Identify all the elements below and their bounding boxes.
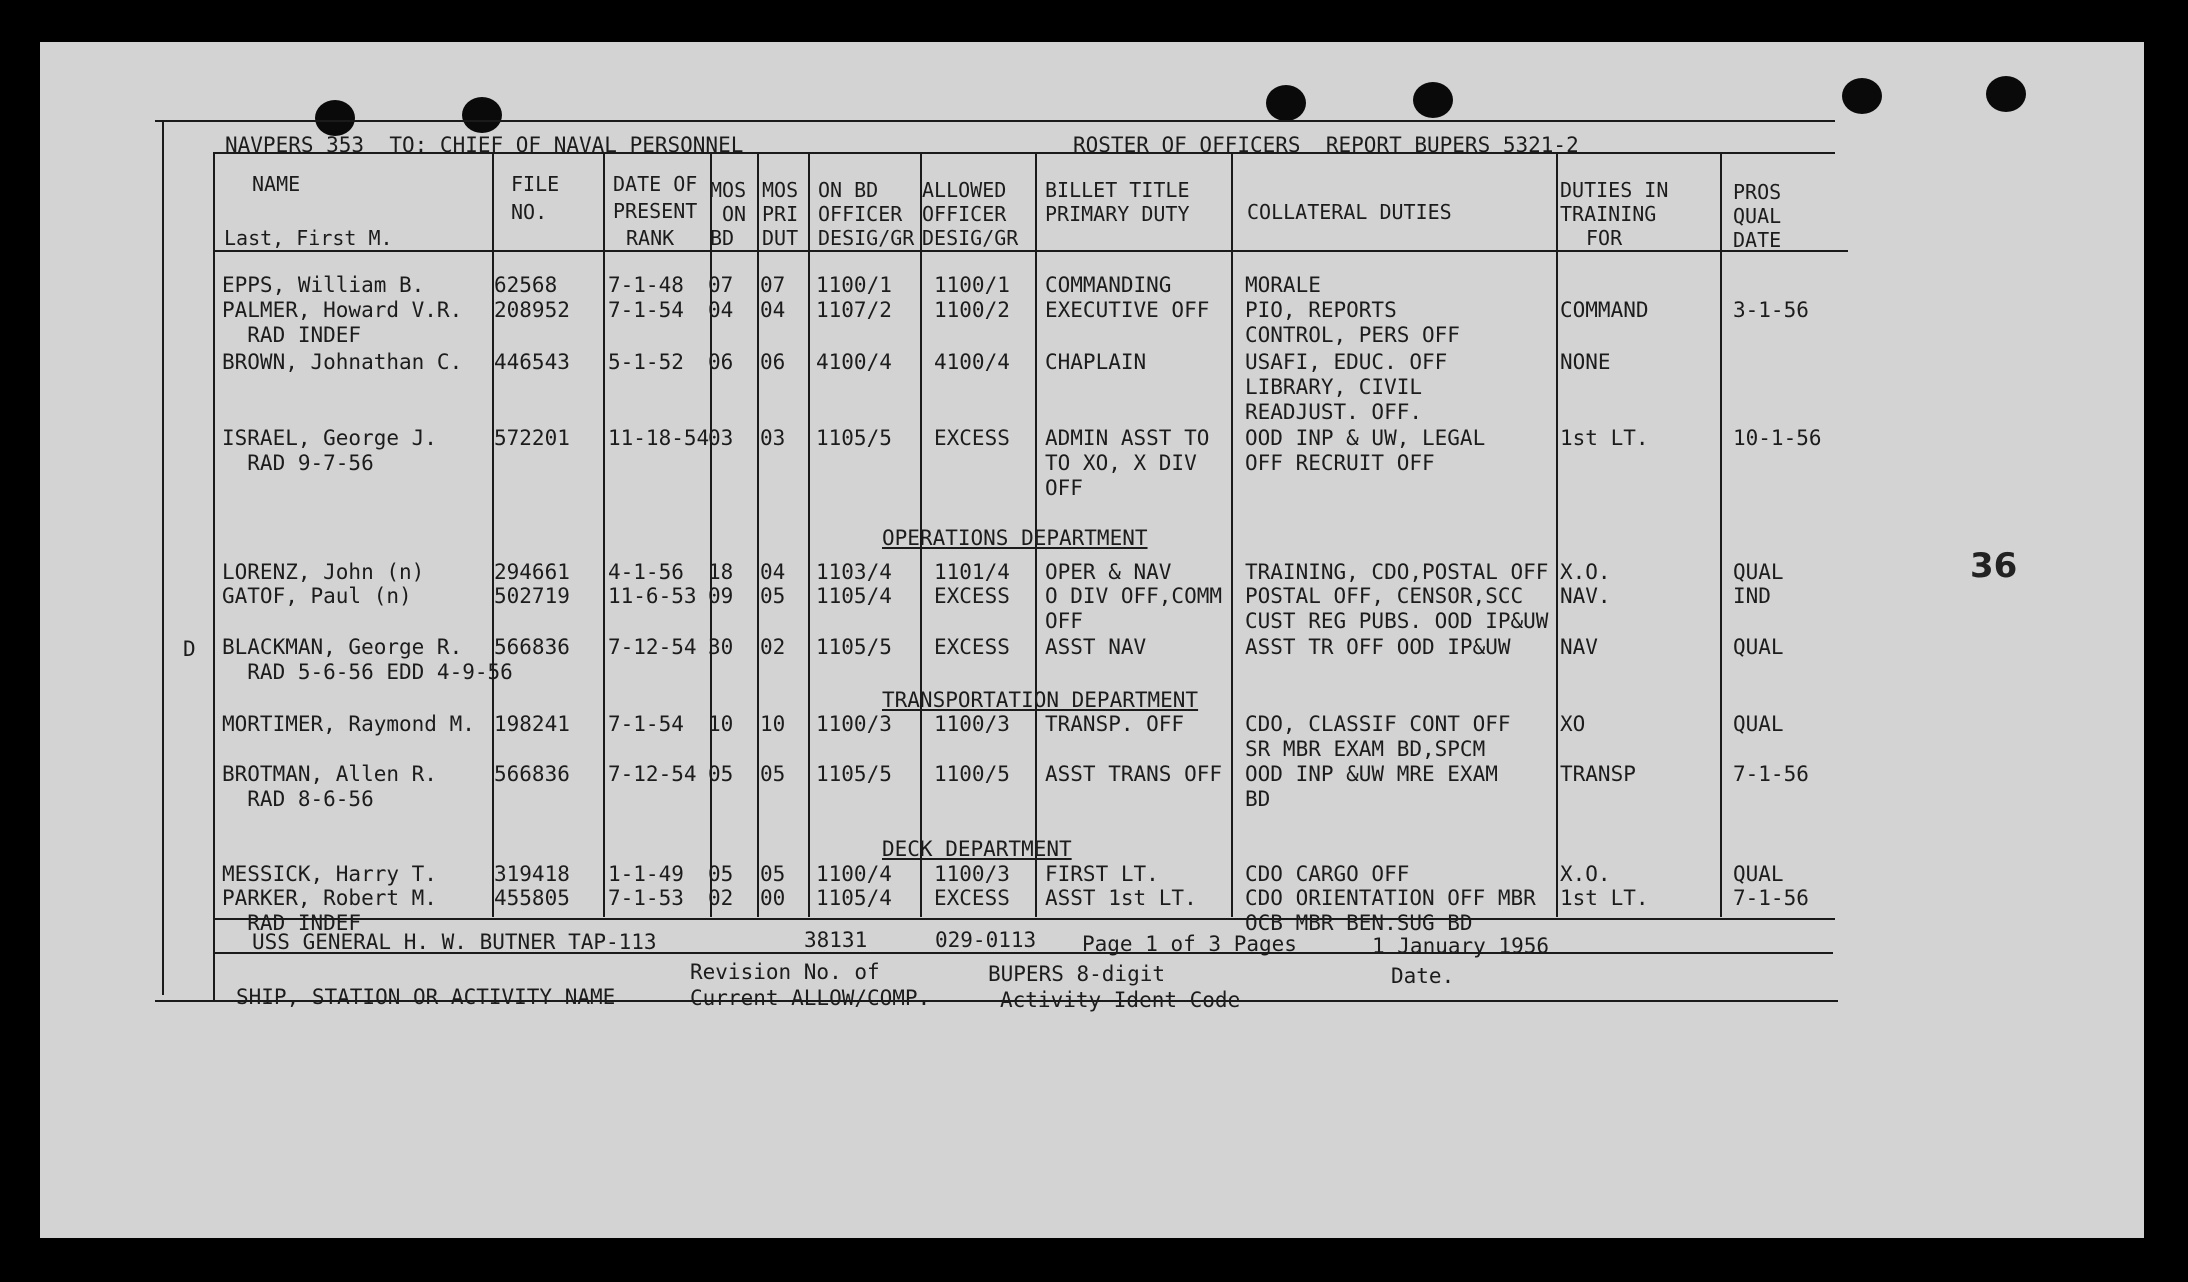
- cell-allowed: EXCESS: [934, 584, 1010, 608]
- frame-line: [213, 152, 215, 1002]
- activity-ident-code: 029-0113: [935, 928, 1037, 952]
- cell-pros: 7-1-56: [1733, 762, 1809, 786]
- column-rule: [603, 152, 605, 917]
- cell-name: GATOF, Paul (n): [222, 584, 412, 608]
- cell-name: PARKER, Robert M.: [222, 886, 437, 910]
- cell-file: 502719: [494, 584, 570, 608]
- cell-name: MESSICK, Harry T.: [222, 862, 437, 886]
- cell-allowed: 1101/4: [934, 560, 1010, 584]
- cell-date: 11-6-53: [608, 584, 697, 608]
- page-number: 36: [1970, 546, 2018, 586]
- frame-line: [213, 918, 1835, 920]
- cell-billet: ADMIN ASST TO: [1045, 426, 1210, 450]
- cell-billet: FIRST LT.: [1045, 862, 1159, 886]
- form-title: NAVPERS 353 TO: CHIEF OF NAVAL PERSONNEL: [225, 133, 744, 157]
- column-rule: [1556, 152, 1558, 917]
- cell-allowed: EXCESS: [934, 635, 1010, 659]
- cell-billet: TRANSP. OFF: [1045, 712, 1185, 736]
- cell-allowed: 1100/1: [934, 273, 1010, 297]
- form-report-title: ROSTER OF OFFICERS REPORT BUPERS 5321-2: [1073, 133, 1579, 157]
- column-rule: [710, 152, 712, 917]
- cell-mos-pri: 06: [760, 350, 786, 374]
- cell-name: BLACKMAN, George R.: [222, 635, 463, 659]
- column-rule: [1231, 152, 1233, 917]
- cell-collateral: POSTAL OFF, CENSOR,SCC: [1245, 584, 1524, 608]
- cell-billet: EXECUTIVE OFF: [1045, 298, 1210, 322]
- cell-collateral: OFF RECRUIT OFF: [1245, 451, 1435, 475]
- department-heading: OPERATIONS DEPARTMENT: [882, 526, 1148, 550]
- cell-on-bd: 1107/2: [816, 298, 892, 322]
- cell-collateral: CUST REG PUBS. OOD IP&UW: [1245, 609, 1549, 633]
- header-mospri-3: DUT: [762, 226, 799, 250]
- header-allowed-2: OFFICER: [922, 202, 1007, 226]
- cell-allowed: 1100/2: [934, 298, 1010, 322]
- cell-mos-bd: 02: [708, 886, 734, 910]
- cell-training: 1st LT.: [1560, 426, 1649, 450]
- header-training-1: DUTIES IN: [1560, 178, 1669, 202]
- header-pros-1: PROS: [1733, 180, 1782, 204]
- cell-mos-pri: 00: [760, 886, 786, 910]
- cell-name: EPPS, William B.: [222, 273, 425, 297]
- cell-on-bd: 1105/4: [816, 584, 892, 608]
- header-mospri-1: MOS: [762, 178, 799, 202]
- cell-billet: O DIV OFF,COMM: [1045, 584, 1223, 608]
- cell-file: 208952: [494, 298, 570, 322]
- cell-file: 319418: [494, 862, 570, 886]
- cell-collateral: OOD INP & UW, LEGAL: [1245, 426, 1486, 450]
- header-file-1: FILE: [511, 172, 560, 196]
- cell-mos-pri: 07: [760, 273, 786, 297]
- cell-date: 5-1-52: [608, 350, 684, 374]
- cell-collateral: CDO CARGO OFF: [1245, 862, 1410, 886]
- cell-date: 7-12-54: [608, 762, 697, 786]
- cell-mos-bd: 06: [708, 350, 734, 374]
- cell-billet: OFF: [1045, 476, 1083, 500]
- cell-file: 446543: [494, 350, 570, 374]
- cell-collateral: MORALE: [1245, 273, 1321, 297]
- cell-name: RAD 5-6-56 EDD 4-9-56: [222, 660, 513, 684]
- ship-name: USS GENERAL H. W. BUTNER TAP-113: [252, 930, 657, 954]
- header-date-3: RANK: [626, 226, 675, 250]
- cell-pros: IND: [1733, 584, 1771, 608]
- cell-billet: OPER & NAV: [1045, 560, 1172, 584]
- header-allowed-3: DESIG/GR: [922, 226, 1019, 250]
- label-ship: SHIP, STATION OR ACTIVITY NAME: [236, 985, 616, 1009]
- cell-file: 572201: [494, 426, 570, 450]
- punch-hole: [1266, 85, 1306, 121]
- cell-name: MORTIMER, Raymond M.: [222, 712, 475, 736]
- punch-hole: [1413, 82, 1453, 118]
- cell-mos-bd: 30: [708, 635, 734, 659]
- column-rule: [808, 152, 810, 917]
- column-rule: [757, 152, 759, 917]
- header-date-1: DATE OF: [613, 172, 698, 196]
- cell-name: RAD INDEF: [222, 911, 362, 935]
- cell-mos-bd: 07: [708, 273, 734, 297]
- cell-file: 62568: [494, 273, 558, 297]
- cell-mos-pri: 05: [760, 762, 786, 786]
- cell-billet: OFF: [1045, 609, 1083, 633]
- cell-name: RAD INDEF: [222, 323, 362, 347]
- header-training-3: FOR: [1586, 226, 1623, 250]
- cell-name: BROWN, Johnathan C.: [222, 350, 463, 374]
- cell-file: 566836: [494, 635, 570, 659]
- cell-collateral: CONTROL, PERS OFF: [1245, 323, 1460, 347]
- cell-collateral: BD: [1245, 787, 1271, 811]
- cell-allowed: 1100/5: [934, 762, 1010, 786]
- label-revision-1: Revision No. of: [690, 960, 880, 984]
- cell-collateral: SR MBR EXAM BD,SPCM: [1245, 737, 1486, 761]
- header-pros-2: QUAL: [1733, 204, 1782, 228]
- punch-hole: [315, 100, 355, 136]
- revision-number: 38131: [804, 928, 868, 952]
- cell-file: 198241: [494, 712, 570, 736]
- header-onbd-1: ON BD: [818, 178, 879, 202]
- cell-training: NAV.: [1560, 584, 1611, 608]
- header-collateral: COLLATERAL DUTIES: [1247, 200, 1452, 224]
- cell-file: 566836: [494, 762, 570, 786]
- cell-mos-pri: 03: [760, 426, 786, 450]
- cell-collateral: TRAINING, CDO,POSTAL OFF: [1245, 560, 1549, 584]
- cell-billet: TO XO, X DIV: [1045, 451, 1197, 475]
- cell-date: 7-1-54: [608, 712, 684, 736]
- cell-mos-bd: 18: [708, 560, 734, 584]
- cell-billet: COMMANDING: [1045, 273, 1172, 297]
- cell-date: 7-1-54: [608, 298, 684, 322]
- department-heading: TRANSPORTATION DEPARTMENT: [882, 688, 1199, 712]
- label-revision-2: Current ALLOW/COMP.: [690, 986, 931, 1010]
- cell-on-bd: 1100/3: [816, 712, 892, 736]
- cell-training: COMMAND: [1560, 298, 1649, 322]
- cell-billet: ASST TRANS OFF: [1045, 762, 1223, 786]
- header-mospri-2: PRI: [762, 202, 799, 226]
- cell-collateral: LIBRARY, CIVIL: [1245, 375, 1423, 399]
- header-billet-1: BILLET TITLE: [1045, 178, 1190, 202]
- cell-date: 7-1-53: [608, 886, 684, 910]
- cell-pros: QUAL: [1733, 712, 1784, 736]
- cell-on-bd: 1103/4: [816, 560, 892, 584]
- cell-date: 7-1-48: [608, 273, 684, 297]
- header-billet-2: PRIMARY DUTY: [1045, 202, 1190, 226]
- cell-mos-pri: 10: [760, 712, 786, 736]
- cell-collateral: CDO ORIENTATION OFF MBR: [1245, 886, 1536, 910]
- cell-on-bd: 1100/1: [816, 273, 892, 297]
- cell-pros: QUAL: [1733, 635, 1784, 659]
- cell-on-bd: 1105/4: [816, 886, 892, 910]
- cell-training: X.O.: [1560, 560, 1611, 584]
- department-heading: DECK DEPARTMENT: [882, 837, 1072, 861]
- cell-allowed: 4100/4: [934, 350, 1010, 374]
- header-name-1: NAME: [252, 172, 301, 196]
- frame-line: [155, 120, 1835, 122]
- cell-file: 294661: [494, 560, 570, 584]
- cell-on-bd: 1100/4: [816, 862, 892, 886]
- header-date-2: PRESENT: [613, 199, 698, 223]
- punch-hole: [1842, 78, 1882, 114]
- punch-hole: [462, 97, 502, 133]
- cell-training: 1st LT.: [1560, 886, 1649, 910]
- cell-mos-bd: 05: [708, 762, 734, 786]
- header-onbd-3: DESIG/GR: [818, 226, 915, 250]
- cell-pros: 10-1-56: [1733, 426, 1822, 450]
- cell-pros: QUAL: [1733, 862, 1784, 886]
- cell-on-bd: 1105/5: [816, 762, 892, 786]
- header-pros-3: DATE: [1733, 228, 1782, 252]
- cell-training: NAV: [1560, 635, 1598, 659]
- cell-collateral: PIO, REPORTS: [1245, 298, 1397, 322]
- page-count: Page 1 of 3 Pages: [1082, 932, 1297, 956]
- header-mosbd-1: MOS: [710, 178, 747, 202]
- label-ident-2: Activity Ident Code: [1000, 988, 1241, 1012]
- cell-training: NONE: [1560, 350, 1611, 374]
- cell-training: TRANSP: [1560, 762, 1636, 786]
- cell-training: XO: [1560, 712, 1586, 736]
- cell-date: 4-1-56: [608, 560, 684, 584]
- cell-mos-pri: 05: [760, 584, 786, 608]
- cell-allowed: 1100/3: [934, 862, 1010, 886]
- header-file-2: NO.: [511, 200, 548, 224]
- frame-line: [162, 120, 164, 995]
- cell-pros: 7-1-56: [1733, 886, 1809, 910]
- cell-collateral: READJUST. OFF.: [1245, 400, 1423, 424]
- label-ident-1: BUPERS 8-digit: [988, 962, 1166, 986]
- cell-mos-bd: 09: [708, 584, 734, 608]
- cell-mos-pri: 04: [760, 298, 786, 322]
- cell-file: 455805: [494, 886, 570, 910]
- cell-training: X.O.: [1560, 862, 1611, 886]
- cell-on-bd: 1105/5: [816, 635, 892, 659]
- cell-mos-bd: 04: [708, 298, 734, 322]
- column-rule: [492, 152, 494, 917]
- cell-collateral: ASST TR OFF OOD IP&UW: [1245, 635, 1511, 659]
- cell-name: RAD 8-6-56: [222, 787, 374, 811]
- cell-name: BROTMAN, Allen R.: [222, 762, 437, 786]
- header-onbd-2: OFFICER: [818, 202, 903, 226]
- cell-on-bd: 4100/4: [816, 350, 892, 374]
- cell-mos-bd: 05: [708, 862, 734, 886]
- cell-billet: ASST 1st LT.: [1045, 886, 1197, 910]
- cell-name: RAD 9-7-56: [222, 451, 374, 475]
- header-mosbd-3: BD: [710, 226, 735, 250]
- header-name-2: Last, First M.: [224, 226, 393, 250]
- cell-collateral: OOD INP &UW MRE EXAM: [1245, 762, 1498, 786]
- cell-on-bd: 1105/5: [816, 426, 892, 450]
- cell-mos-pri: 02: [760, 635, 786, 659]
- cell-collateral: USAFI, EDUC. OFF: [1245, 350, 1448, 374]
- cell-name: PALMER, Howard V.R.: [222, 298, 463, 322]
- cell-allowed: 1100/3: [934, 712, 1010, 736]
- cell-billet: CHAPLAIN: [1045, 350, 1147, 374]
- cell-date: 11-18-54: [608, 426, 710, 450]
- cell-allowed: EXCESS: [934, 886, 1010, 910]
- punch-hole: [1986, 76, 2026, 112]
- cell-pros: QUAL: [1733, 560, 1784, 584]
- margin-mark: D: [183, 637, 196, 661]
- header-training-2: TRAINING: [1560, 202, 1657, 226]
- cell-name: LORENZ, John (n): [222, 560, 425, 584]
- column-rule: [1720, 152, 1722, 917]
- cell-date: 7-12-54: [608, 635, 697, 659]
- cell-mos-pri: 05: [760, 862, 786, 886]
- report-date: 1 January 1956: [1372, 934, 1550, 958]
- cell-collateral: CDO, CLASSIF CONT OFF: [1245, 712, 1511, 736]
- cell-mos-pri: 04: [760, 560, 786, 584]
- header-allowed-1: ALLOWED: [922, 178, 1007, 202]
- cell-allowed: EXCESS: [934, 426, 1010, 450]
- header-mosbd-2: ON: [722, 202, 747, 226]
- cell-pros: 3-1-56: [1733, 298, 1809, 322]
- cell-mos-bd: 10: [708, 712, 734, 736]
- cell-billet: ASST NAV: [1045, 635, 1147, 659]
- cell-collateral: OCB MBR BEN.SUG BD: [1245, 911, 1473, 935]
- cell-date: 1-1-49: [608, 862, 684, 886]
- label-date: Date.: [1391, 964, 1455, 988]
- cell-name: ISRAEL, George J.: [222, 426, 437, 450]
- cell-mos-bd: 03: [708, 426, 734, 450]
